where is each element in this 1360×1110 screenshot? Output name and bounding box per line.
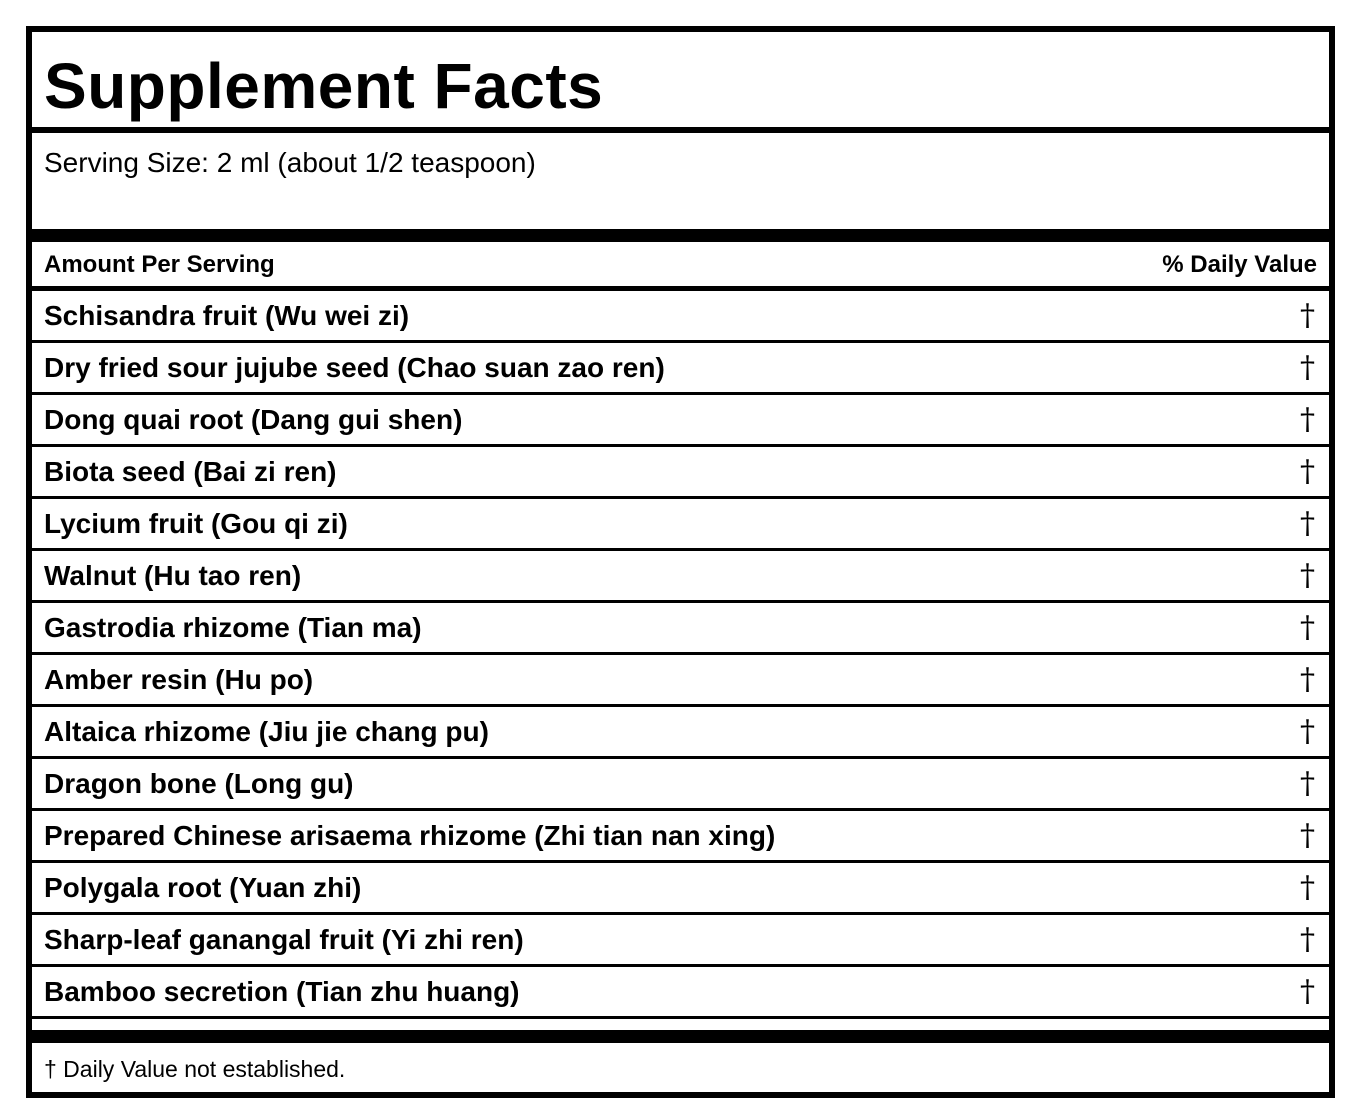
daily-value-dagger: † [1300,922,1315,957]
ingredient-name: Biota seed (Bai zi ren) [44,455,337,487]
ingredient-name: Schisandra fruit (Wu wei zi) [44,299,410,331]
daily-value-dagger: † [1300,974,1315,1009]
daily-value-dagger: † [1300,766,1315,801]
title-divider [32,127,1329,133]
ingredient-row [32,863,1329,915]
ingredient-row [32,447,1329,499]
ingredient-name: Dong quai root (Dang gui shen) [44,403,463,435]
ingredient-row [32,499,1329,551]
footnote: † Daily Value not established. [44,1056,346,1082]
panel-title: Supplement Facts [44,50,604,122]
ingredient-row [32,291,1329,343]
ingredient-name: Dragon bone (Long gu) [44,767,354,799]
daily-value-dagger: † [1300,558,1315,593]
daily-value-dagger: † [1300,610,1315,645]
ingredient-name: Prepared Chinese arisaema rhizome (Zhi tian nan xing) [44,819,776,851]
ingredient-row [32,655,1329,707]
daily-value-dagger: † [1300,350,1315,385]
ingredient-row [32,759,1329,811]
ingredient-list [32,291,1329,1019]
ingredient-name: Sharp-leaf ganangal fruit (Yi zhi ren) [44,923,524,955]
ingredient-row [32,343,1329,395]
serving-size: Serving Size: 2 ml (about 1/2 teaspoon) [44,147,536,178]
daily-value-dagger: † [1300,454,1315,489]
ingredient-row [32,967,1329,1019]
ingredient-name: Altaica rhizome (Jiu jie chang pu) [44,715,489,747]
footer-divider [32,1030,1329,1043]
ingredient-name: Walnut (Hu tao ren) [44,559,302,591]
daily-value-dagger: † [1300,714,1315,749]
ingredient-name: Dry fried sour jujube seed (Chao suan zao ren) [44,351,665,383]
daily-value-dagger: † [1300,870,1315,905]
daily-value-header: % Daily Value [1162,251,1317,278]
ingredient-name: Lycium fruit (Gou qi zi) [44,507,348,539]
daily-value-dagger: † [1300,662,1315,697]
ingredient-name: Polygala root (Yuan zhi) [44,871,362,903]
daily-value-dagger: † [1300,402,1315,437]
supplement-facts-panel [26,26,1335,1098]
daily-value-dagger: † [1300,298,1315,333]
ingredient-row [32,603,1329,655]
ingredient-name: Bamboo secretion (Tian zhu huang) [44,975,520,1007]
ingredient-name: Gastrodia rhizome (Tian ma) [44,611,422,643]
daily-value-dagger: † [1300,818,1315,853]
ingredient-name: Amber resin (Hu po) [44,663,314,695]
serving-divider [32,229,1329,242]
daily-value-dagger: † [1300,506,1315,541]
table-header [44,244,1317,286]
amount-per-serving-header: Amount Per Serving [44,251,275,278]
ingredient-row [32,915,1329,967]
ingredient-row [32,551,1329,603]
ingredient-row [32,811,1329,863]
ingredient-row [32,707,1329,759]
ingredient-row [32,395,1329,447]
